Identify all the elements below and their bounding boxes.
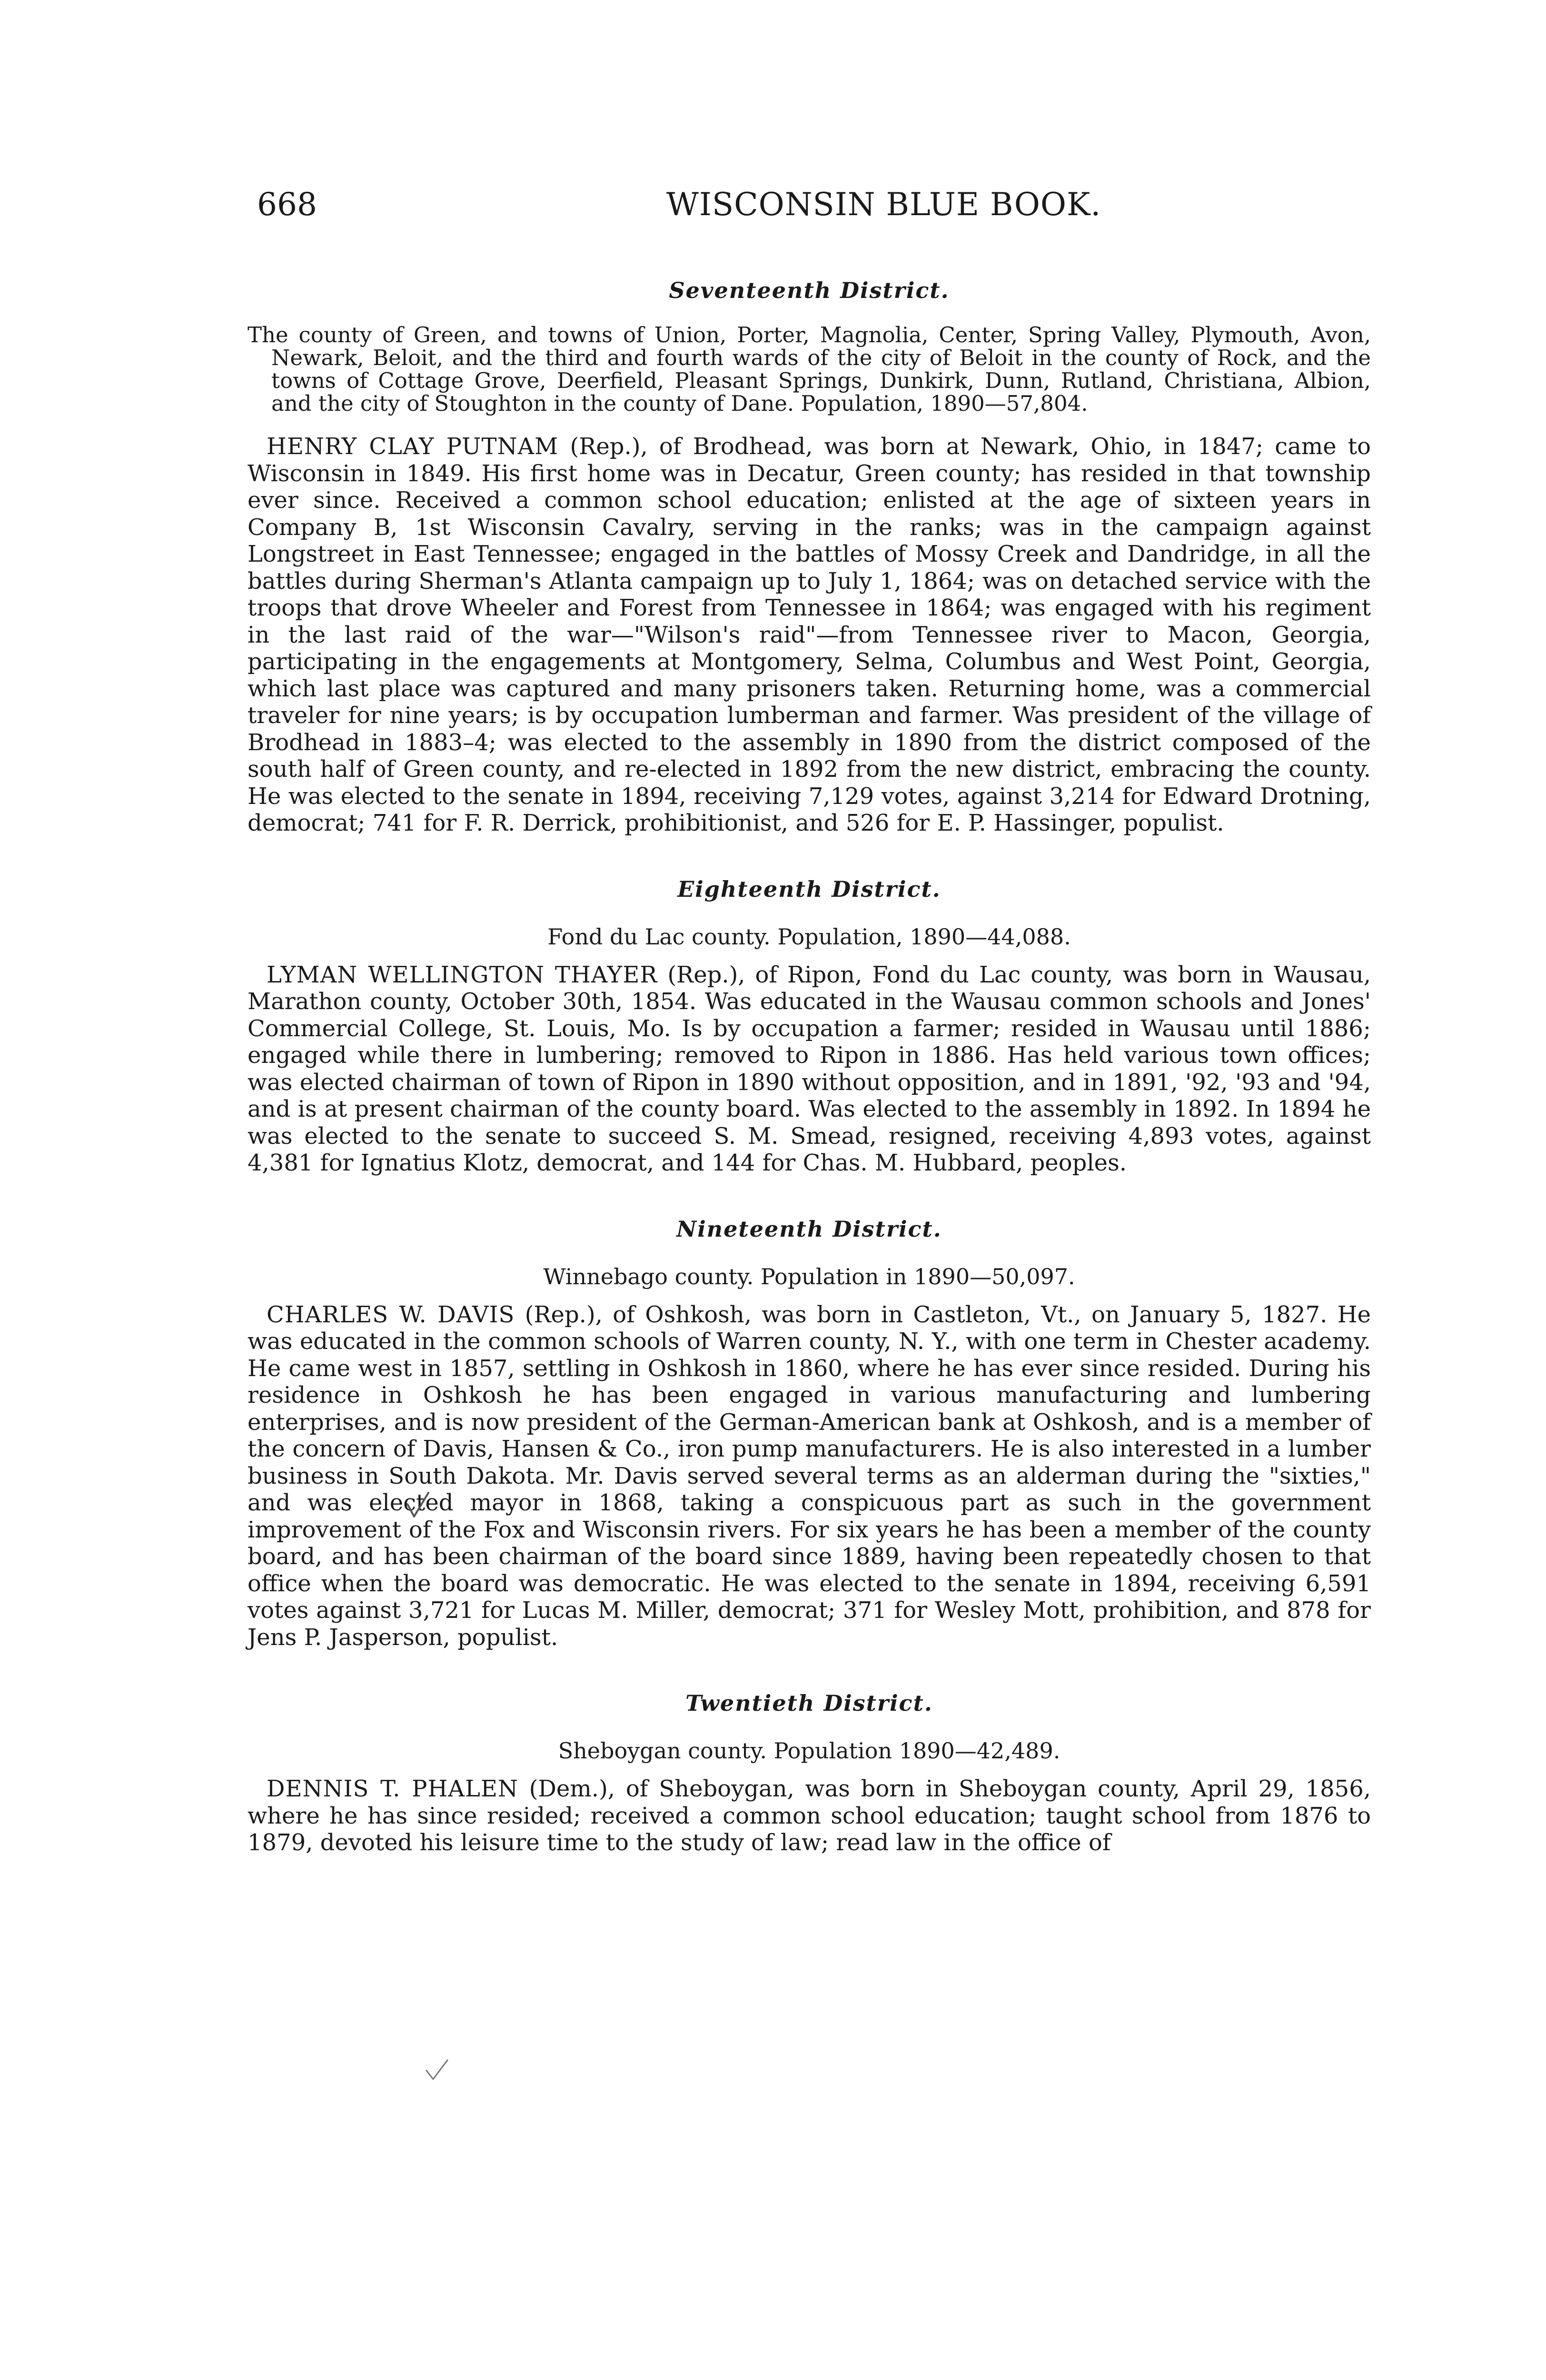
district-section-twentieth — [248, 1689, 1371, 1856]
district-area-description: Winnebago county. Population in 1890—50,097. — [543, 1263, 1075, 1289]
senator-name: LYMAN WELLINGTON THAYER — [267, 961, 658, 988]
pencil-check-mark-icon — [424, 2056, 452, 2085]
district-section-seventeenth — [248, 276, 1371, 837]
biography-text: (Rep.), of Oshkosh, was born in Castleton, Vt., on January 5, 1827. He was educated in the common schools of Warren county, N. Y., with one term in Chester academy. He came west in 1857, settling in Oshkosh in 1860, where he has ever since resided. During his residence in Oshkosh he has been engaged in various manufacturing and lumbering enterprises, and is now president of the German-American bank at Oshkosh, and is a member of the concern of Davis, Hansen & Co., iron pump manufacturers. He is also interested in a lumber business in South Dakota. Mr. Davis served several terms as an alderman during the "sixties," and was elected mayor in 1868, taking a conspicuous part as such in the government improvement of the Fox and Wisconsin rivers. For six years he has been a member of the county board, and has been chairman of the board since 1889, having been repeatedly chosen to that office when the board was democratic. He was elected to the senate in 1894, receiving 6,591 votes against 3,721 for Lucas M. Miller, democrat; 371 for Wesley Mott, prohibition, and 878 for Jens P. Jasperson, populist. — [248, 1301, 1371, 1651]
biography-text: (Rep.), of Ripon, Fond du Lac county, was born in Wausau, Marathon county, October 30th, 1854. Was educated in the Wausau common schools and Jones' Commercial College, St. Louis, Mo. Is by occupation a farmer; resided in Wausau until 1886; engaged while there in lumbering; removed to Ripon in 1886. Has held various town offices; was elected chairman of town of Ripon in 1890 without opposition, and in 1891, '92, '93 and '94, and is at present chairman of the county board. Was elected to the assembly in 1892. In 1894 he was elected to the senate to succeed S. M. Smead, resigned, receiving 4,893 votes, against 4,381 for Ignatius Klotz, democrat, and 144 for Chas. M. Hubbard, peoples. — [248, 961, 1371, 1176]
senator-name: HENRY CLAY PUTNAM — [267, 433, 559, 460]
page-header — [257, 183, 1371, 226]
senator-biography — [248, 1775, 1371, 1856]
district-area-description: The county of Green, and towns of Union, Porter, Magnolia, Center, Spring Valley, Plymouth, Avon, Newark, Beloit, and the third and fourth wards of the city of Beloit in the county of Rock, and the towns of Cottage Grove, Deerfield, Pleasant Springs, Dunkirk, Dunn, Rutland, Christiana, Albion, and the city of Stoughton in the county of Dane. Population, 1890—57,804. — [248, 322, 1371, 416]
senator-biography — [248, 962, 1371, 1177]
senator-name: CHARLES W. DAVIS — [267, 1301, 515, 1328]
district-heading: Seventeenth District. — [669, 278, 950, 303]
district-area-description: Sheboygan county. Population 1890—42,489. — [558, 1738, 1060, 1764]
district-section-nineteenth — [248, 1215, 1371, 1651]
senator-biography — [248, 1301, 1371, 1651]
district-heading: Twentieth District. — [685, 1690, 933, 1716]
page-number: 668 — [257, 186, 317, 223]
biography-text: (Dem.), of Sheboygan, was born in Sheboygan county, April 29, 1856, where he has since resided; received a common school education; taught school from 1876 to 1879, devoted his leisure time to the study of law; read law in the office of — [248, 1775, 1371, 1856]
district-section-eighteenth — [248, 875, 1371, 1177]
senator-name: DENNIS T. PHALEN — [267, 1775, 518, 1802]
district-area-description: Fond du Lac county. Population, 1890—44,088. — [547, 923, 1071, 950]
pencil-check-mark-icon — [405, 1490, 433, 1523]
running-title: WISCONSIN BLUE BOOK. — [666, 186, 1101, 223]
district-heading: Eighteenth District. — [677, 876, 941, 902]
district-heading: Nineteenth District. — [676, 1216, 942, 1242]
biography-text: (Rep.), of Brodhead, was born at Newark, Ohio, in 1847; came to Wisconsin in 1849. His first home was in Decatur, Green county; has resided in that township ever since. Received a common school education; enlisted at the age of sixteen years in Company B, 1st Wisconsin Cavalry, serving in the ranks; was in the campaign against Longstreet in East Tennessee; engaged in the battles of Mossy Creek and Dandridge, in all the battles during Sherman's Atlanta campaign up to July 1, 1864; was on detached service with the troops that drove Wheeler and Forest from Tennessee in 1864; was engaged with his regiment in the last raid of the war—"Wilson's raid"—from Tennessee river to Macon, Georgia, participating in the engagements at Montgomery, Selma, Columbus and West Point, Georgia, which last place was captured and many prisoners taken. Returning home, was a commercial traveler for nine years; is by occupation lumberman and farmer. Was president of the village of Brodhead in 1883–4; was elected to the assembly in 1890 from the district composed of the south half of Green county, and re-elected in 1892 from the new district, embracing the county. He was elected to the senate in 1894, receiving 7,129 votes, against 3,214 for Edward Drotning, democrat; 741 for F. R. Derrick, prohibitionist, and 526 for E. P. Hassinger, populist. — [248, 433, 1371, 836]
senator-biography — [248, 433, 1371, 837]
page-body — [248, 267, 1371, 1856]
